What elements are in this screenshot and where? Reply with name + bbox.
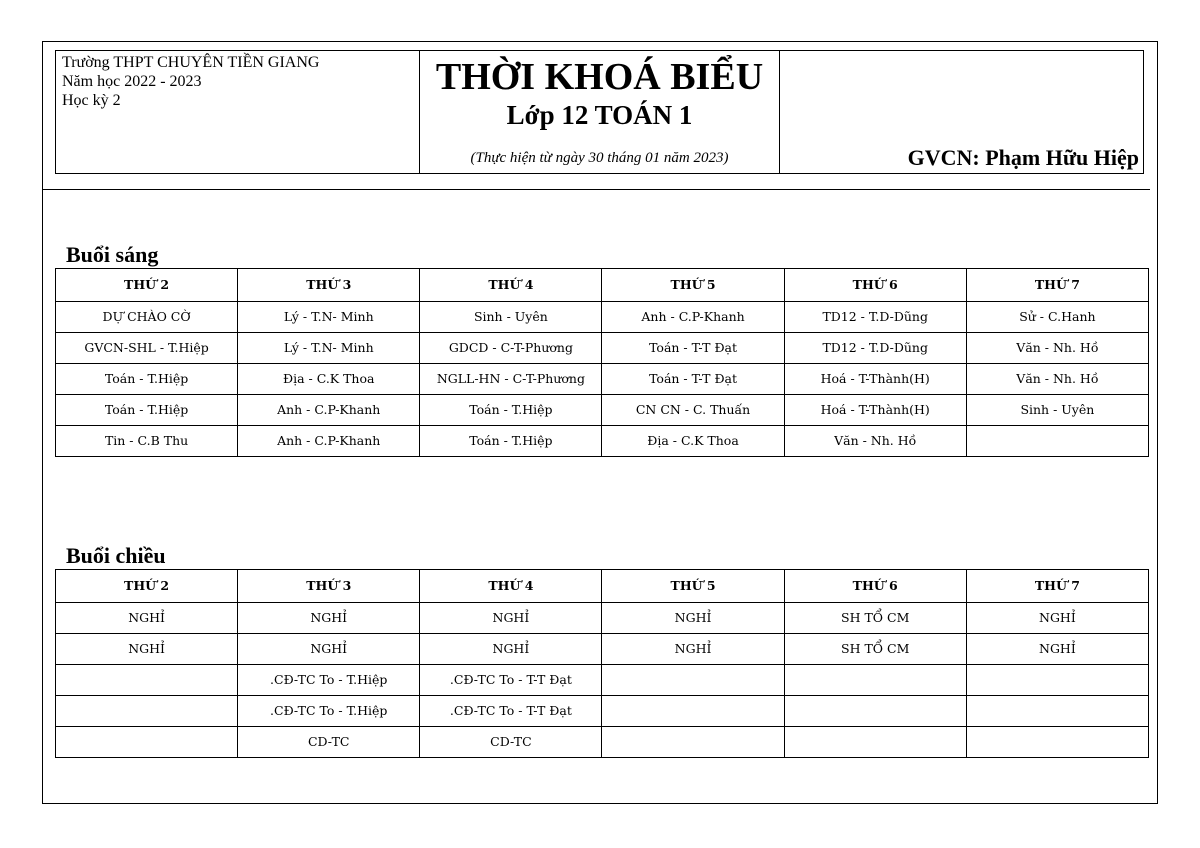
lesson-cell: Lý - T.N- Minh [238, 302, 420, 333]
lesson-cell: Lý - T.N- Minh [238, 333, 420, 364]
table-row [56, 665, 1149, 696]
school-info [56, 51, 420, 173]
header-box [55, 50, 1144, 174]
lesson-cell [966, 727, 1148, 758]
lesson-cell: GDCD - C-T-Phương [420, 333, 602, 364]
lesson-cell: Toán - T-T Đạt [602, 333, 784, 364]
table-row [56, 395, 1149, 426]
lesson-cell: Địa - C.K Thoa [602, 426, 784, 457]
afternoon-title: Buổi chiều [66, 543, 166, 568]
lesson-cell: Sinh - Uyên [420, 302, 602, 333]
semester: Học kỳ 2 [62, 92, 121, 109]
day-header: THỨ 5 [602, 269, 784, 302]
lesson-cell [784, 665, 966, 696]
lesson-cell: Toán - T.Hiệp [420, 395, 602, 426]
lesson-cell: .CĐ-TC To - T.Hiệp [238, 696, 420, 727]
lesson-cell [602, 727, 784, 758]
morning-table [55, 268, 1149, 457]
day-header: THỨ 5 [602, 570, 784, 603]
afternoon-body [56, 603, 1149, 758]
effective-date: (Thực hiện từ ngày 30 tháng 01 năm 2023) [470, 150, 729, 166]
lesson-cell [784, 727, 966, 758]
lesson-cell: NGHỈ [966, 634, 1148, 665]
day-header: THỨ 6 [784, 570, 966, 603]
divider [42, 189, 1150, 190]
lesson-cell [56, 665, 238, 696]
lesson-cell: NGHỈ [56, 634, 238, 665]
lesson-cell: Anh - C.P-Khanh [238, 426, 420, 457]
lesson-cell: Tin - C.B Thu [56, 426, 238, 457]
lesson-cell [602, 696, 784, 727]
lesson-cell: Toán - T-T Đạt [602, 364, 784, 395]
lesson-cell: SH TỔ CM [784, 603, 966, 634]
day-header: THỨ 6 [784, 269, 966, 302]
lesson-cell: Văn - Nh. Hồ [966, 333, 1148, 364]
lesson-cell: NGHỈ [420, 634, 602, 665]
lesson-cell: Văn - Nh. Hồ [966, 364, 1148, 395]
lesson-cell: Văn - Nh. Hồ [784, 426, 966, 457]
day-header: THỨ 7 [966, 570, 1148, 603]
afternoon-header-row [56, 570, 1149, 603]
lesson-cell: CD-TC [238, 727, 420, 758]
lesson-cell: Toán - T.Hiệp [56, 395, 238, 426]
lesson-cell [966, 696, 1148, 727]
lesson-cell: Anh - C.P-Khanh [602, 302, 784, 333]
lesson-cell: Địa - C.K Thoa [238, 364, 420, 395]
school-year: Năm học 2022 - 2023 [62, 73, 202, 90]
lesson-cell [966, 426, 1148, 457]
table-row [56, 696, 1149, 727]
lesson-cell: NGHỈ [238, 603, 420, 634]
day-header: THỨ 4 [420, 269, 602, 302]
lesson-cell: Toán - T.Hiệp [56, 364, 238, 395]
school-name: Trường THPT CHUYÊN TIỀN GIANG [62, 54, 320, 71]
lesson-cell: NGHỈ [966, 603, 1148, 634]
lesson-cell: CN CN - C. Thuấn [602, 395, 784, 426]
morning-body [56, 302, 1149, 457]
lesson-cell: .CĐ-TC To - T.Hiệp [238, 665, 420, 696]
day-header: THỨ 4 [420, 570, 602, 603]
lesson-cell [602, 665, 784, 696]
lesson-cell: NGLL-HN - C-T-Phương [420, 364, 602, 395]
page-title: THỜI KHOÁ BIỂU [435, 56, 764, 98]
class-name: Lớp 12 TOÁN 1 [506, 100, 693, 130]
table-row [56, 727, 1149, 758]
lesson-cell: NGHỈ [238, 634, 420, 665]
table-row [56, 634, 1149, 665]
lesson-cell: DỰ CHÀO CỜ [56, 302, 238, 333]
lesson-cell: .CĐ-TC To - T-T Đạt [420, 696, 602, 727]
homeroom-teacher: GVCN: Phạm Hữu Hiệp [907, 145, 1139, 170]
lesson-cell: GVCN-SHL - T.Hiệp [56, 333, 238, 364]
table-row [56, 603, 1149, 634]
lesson-cell: NGHỈ [602, 603, 784, 634]
lesson-cell: Sinh - Uyên [966, 395, 1148, 426]
lesson-cell: NGHỈ [602, 634, 784, 665]
lesson-cell: Sử - C.Hanh [966, 302, 1148, 333]
lesson-cell: Toán - T.Hiệp [420, 426, 602, 457]
table-row [56, 426, 1149, 457]
day-header: THỨ 7 [966, 269, 1148, 302]
lesson-cell: CD-TC [420, 727, 602, 758]
day-header: THỨ 2 [56, 570, 238, 603]
lesson-cell: Anh - C.P-Khanh [238, 395, 420, 426]
title-block [420, 51, 780, 173]
lesson-cell: Hoá - T-Thành(H) [784, 364, 966, 395]
teacher-block [780, 51, 1143, 173]
lesson-cell: NGHỈ [420, 603, 602, 634]
table-row [56, 302, 1149, 333]
table-row [56, 333, 1149, 364]
afternoon-table [55, 569, 1149, 758]
day-header: THỨ 3 [238, 570, 420, 603]
day-header: THỨ 3 [238, 269, 420, 302]
lesson-cell [56, 696, 238, 727]
lesson-cell: SH TỔ CM [784, 634, 966, 665]
lesson-cell: Hoá - T-Thành(H) [784, 395, 966, 426]
lesson-cell [56, 727, 238, 758]
morning-title: Buổi sáng [66, 242, 159, 267]
table-row [56, 364, 1149, 395]
lesson-cell [966, 665, 1148, 696]
lesson-cell: NGHỈ [56, 603, 238, 634]
lesson-cell: .CĐ-TC To - T-T Đạt [420, 665, 602, 696]
lesson-cell: TD12 - T.D-Dũng [784, 333, 966, 364]
lesson-cell [784, 696, 966, 727]
morning-header-row [56, 269, 1149, 302]
lesson-cell: TD12 - T.D-Dũng [784, 302, 966, 333]
day-header: THỨ 2 [56, 269, 238, 302]
